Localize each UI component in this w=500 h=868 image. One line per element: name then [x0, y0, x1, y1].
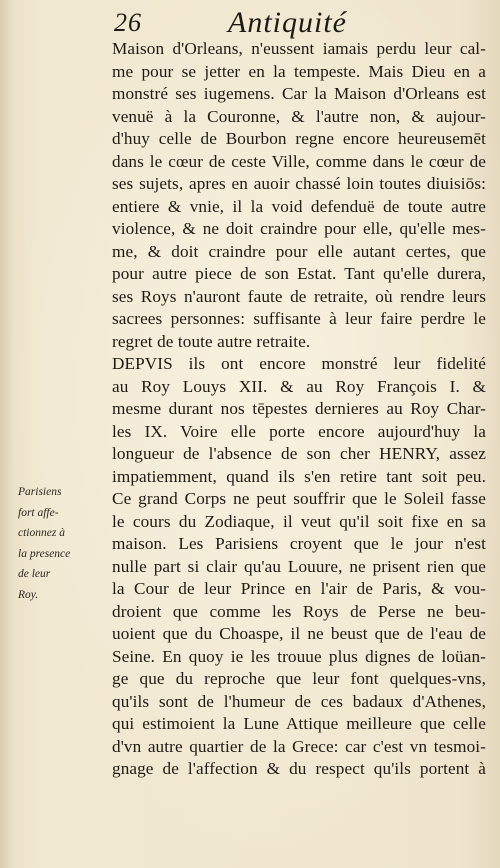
body-text	[112, 38, 486, 781]
margin-note-line: fort affe-	[18, 506, 59, 519]
running-title: Antiquité	[228, 6, 347, 39]
text-line: d'huy celle de Bourbon regne encore heureusemēt	[112, 129, 486, 148]
margin-note-line: Parisiens	[18, 486, 62, 498]
text-line: maison. Les Parisiens croyent que le jour n'est	[112, 534, 486, 553]
text-line: uoient que du Choaspe, il ne beust que de l'eau de	[112, 624, 486, 643]
text-line: violence, & ne doit craindre pour elle, qu'elle mes-	[112, 219, 486, 238]
text-line: DEPVIS ils ont encore monstré leur fidelité	[112, 354, 486, 373]
text-line: qu'ils sont de l'humeur de ces badaux d'Athenes,	[112, 691, 486, 711]
text-line: pour autre piece de son Estat. Tant qu'elle durera,	[112, 264, 486, 283]
text-line: venuë à la Couronne, & l'autre non, & aujour-	[112, 106, 486, 126]
text-line: d'vn autre quartier de la Grece: car c'est vn tesmoi-	[112, 736, 486, 756]
text-line: ge que du reproche que leur font quelques-vns,	[112, 669, 486, 688]
text-line: les IX. Voire elle porte encore aujourd'huy la	[112, 421, 486, 441]
text-line: impatiemment, quand ils s'en retire tant soit peu.	[112, 466, 486, 486]
text-line: ses Roys n'auront faute de retraite, où rendre leurs	[112, 286, 486, 306]
margin-note	[18, 482, 88, 605]
text-line: me, & doit craindre pour elle autant certes, que	[112, 241, 486, 261]
margin-note-line: de leur	[18, 568, 51, 580]
text-line: nulle part si clair qu'au Louure, ne prisent rien que	[112, 556, 486, 576]
text-line: me pour se jetter en la tempeste. Mais Dieu en a	[112, 61, 486, 81]
text-line: longueur de l'absence de son cher HENRY, assez	[112, 444, 486, 463]
text-line: mesme durant nos tēpestes dernieres au Roy Char-	[112, 399, 486, 418]
text-line: la Cour de leur Prince en l'air de Paris, & vou-	[112, 579, 486, 598]
page-header	[0, 6, 500, 42]
text-line: monstré ses iugemens. Car la Maison d'Orleans est	[112, 84, 486, 103]
text-line: droient que comme les Roys de Perse ne beu-	[112, 601, 486, 621]
text-line: dans le cœur de ceste Ville, comme dans le cœur de	[112, 151, 486, 171]
margin-note-line: Roy.	[18, 588, 39, 601]
text-line: regret de toute autre retraite.	[112, 331, 311, 351]
text-line: le cours du Zodiaque, il veut qu'il soit fixe en sa	[112, 511, 486, 531]
margin-note-line: ctionnez à	[18, 527, 65, 539]
text-line: entiere & vnie, il la void defenduë de toute autre	[112, 196, 486, 216]
page-number: 26	[114, 8, 142, 37]
text-line: sacrees personnes: suffisante à leur faire perdre le	[112, 309, 486, 328]
text-line: qui estimoient la Lune Attique meilleure que celle	[112, 714, 486, 733]
text-line: Maison d'Orleans, n'eussent iamais perdu leur cal-	[112, 39, 486, 58]
text-line: Ce grand Corps ne peut souffrir que le Soleil fasse	[112, 489, 486, 508]
text-line: Seine. En quoy ie les trouue plus dignes de loüan-	[112, 646, 486, 666]
text-line: gnage de l'affection & du respect qu'ils portent à	[112, 759, 486, 778]
margin-note-line: la presence	[18, 547, 71, 560]
text-line: ses sujets, apres en auoir chassé loin toutes diuisiōs:	[112, 174, 486, 193]
text-line: au Roy Louys XII. & au Roy François I. &	[112, 376, 486, 396]
